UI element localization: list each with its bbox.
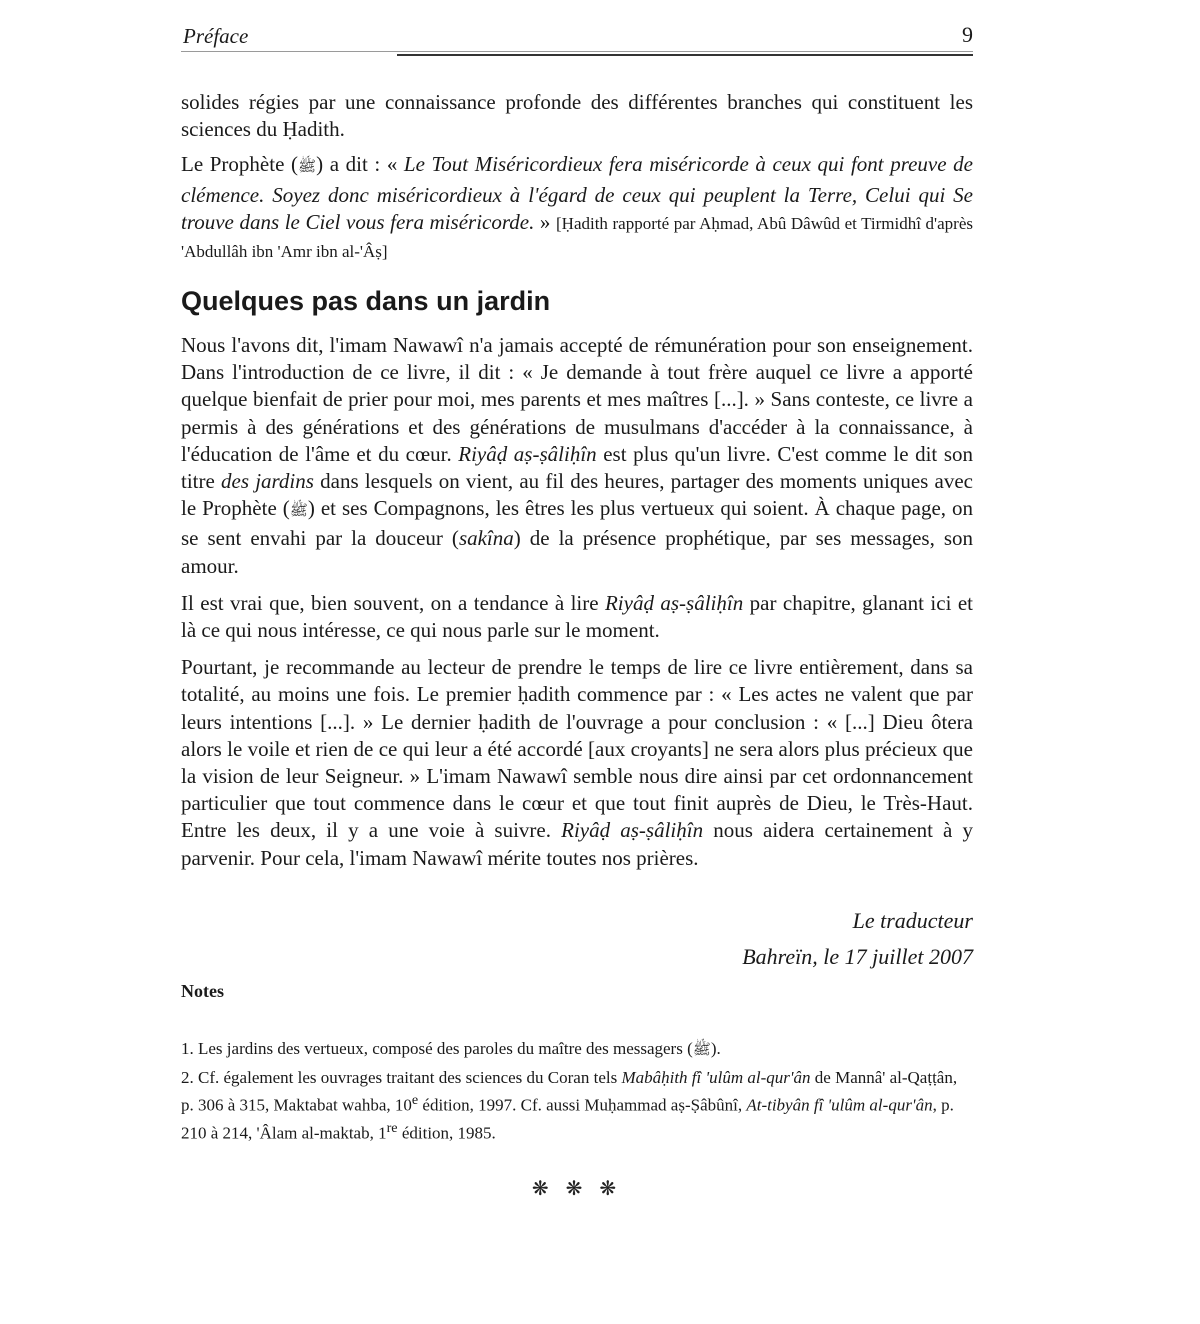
honorific-glyph: ﷺ — [297, 159, 317, 176]
signature-place-date: Bahreïn, le 17 juillet 2007 — [742, 944, 973, 969]
hadith-reference: [Ḥadith rapporté par Aḥmad, Abû Dâwûd et Tirmidhî d'après 'Abdullâh ibn 'Amr ibn al-'Âṣ] — [181, 213, 973, 262]
section-end-ornament: ❋ ❋ ❋ — [531, 1178, 623, 1200]
intro-paragraph-2: Le Prophète (ﷺ) a dit : « Le Tout Miséricordieux fera miséricorde à ceux qui font preuve de clémence. Soyez donc miséricordieux à l'égard de ceux qui peuplent la Terre, Celui qui Se trouve dans le Ciel vous fera miséricorde. » [Ḥadith rapporté par Aḥmad, Abû Dâwûd et Tirmidhî d'après 'Abdullâh ibn 'Amr ibn al-'Âṣ] — [181, 152, 973, 262]
intro-paragraph-1: solides régies par une connaissance profonde des différentes branches qui constituent les sciences du Ḥadith. — [181, 90, 973, 142]
header-rule-thick — [397, 54, 973, 56]
section-heading: Quelques pas dans un jardin — [181, 286, 551, 316]
footnotes — [181, 1037, 973, 1148]
footnote-2: 2. Cf. également les ouvrages traitant des sciences du Coran tels Mabâḥith fî 'ulûm al-qur'ân de Mannâ' al-Qaṭṭân, p. 306 à 315, Maktabat wahba, 10e édition, 1997. Cf. aussi Muḥammad aṣ-Ṣâbûnî, At-tibyân fî 'ulûm al-qur'ân, p. 210 à 214, 'Âlam al-maktab, 1re édition, 1985. — [181, 1068, 958, 1143]
honorific-glyph: ﷺ — [692, 1042, 711, 1058]
section-paragraph-3: Pourtant, je recommande au lecteur de prendre le temps de lire ce livre entièrement, dans sa totalité, au moins une fois. Le premier ḥadith commence par : « Les actes ne valent que par leurs intentions [...]. » Le dernier ḥadith de l'ouvrage a pour conclusion : « [...] Dieu ôtera alors le voile et rien de ce qui leur a été accordé [aux croyants] ne sera alors plus précieux que la vision de leur Seigneur. » L'imam Nawawî semble nous dire ainsi par cet ordonnancement particulier que tout commence dans le cœur et que tout finit auprès de Dieu, le Très-Haut. Entre les deux, il y a une voie à suivre. Riyâḍ aṣ-ṣâliḥîn nous aidera certainement à y parvenir. Pour cela, l'imam Nawawî mérite toutes nos prières. — [181, 655, 974, 870]
footnote-1: 1. Les jardins des vertueux, composé des paroles du maître des messagers (ﷺ). — [181, 1039, 721, 1058]
honorific-glyph: ﷺ — [289, 503, 308, 520]
running-head-title: Préface — [183, 24, 249, 48]
page-number: 9 — [962, 22, 973, 47]
running-head — [181, 22, 973, 50]
header-rule-thin — [181, 51, 973, 52]
section-paragraph-1: Nous l'avons dit, l'imam Nawawî n'a jamais accepté de rémunération pour son enseignement. Dans l'introduction de ce livre, il dit : « Je demande à tout frère auquel ce livre a apporté quelque bienfait de prier pour moi, mes parents et mes maîtres [...]. » Sans conteste, ce livre a permis à des générations et des générations de musulmans d'accéder à la connaissance, à l'éducation de l'âme et du cœur. Riyâḍ aṣ-ṣâliḥîn est plus qu'un livre. C'est comme le dit son titre des jardins dans lesquels on vient, au fil des heures, partager des moments uniques avec le Prophète (ﷺ) et ses Compagnons, les êtres les plus vertueux qui soient. À chaque page, on se sent envahi par la douceur (sakîna) de la présence prophétique, par ses messages, son amour. — [181, 333, 974, 578]
section-body — [181, 332, 973, 882]
intro-text — [181, 89, 973, 265]
signature-role: Le traducteur — [852, 908, 973, 933]
notes-heading: Notes — [181, 981, 224, 1001]
section-paragraph-2: Il est vrai que, bien souvent, on a tendance à lire Riyâḍ aṣ-ṣâliḥîn par chapitre, glanant ici et là ce qui nous intéresse, ce qui nous parle sur le moment. — [181, 590, 973, 643]
hadith-quote: Le Tout Miséricordieux fera miséricorde à ceux qui font preuve de clémence. Soyez donc miséricordieux à l'égard de ceux qui peuplent la Terre, Celui qui Se trouve dans le Ciel vous fera miséricorde. — [181, 152, 973, 234]
page — [181, 0, 973, 1324]
